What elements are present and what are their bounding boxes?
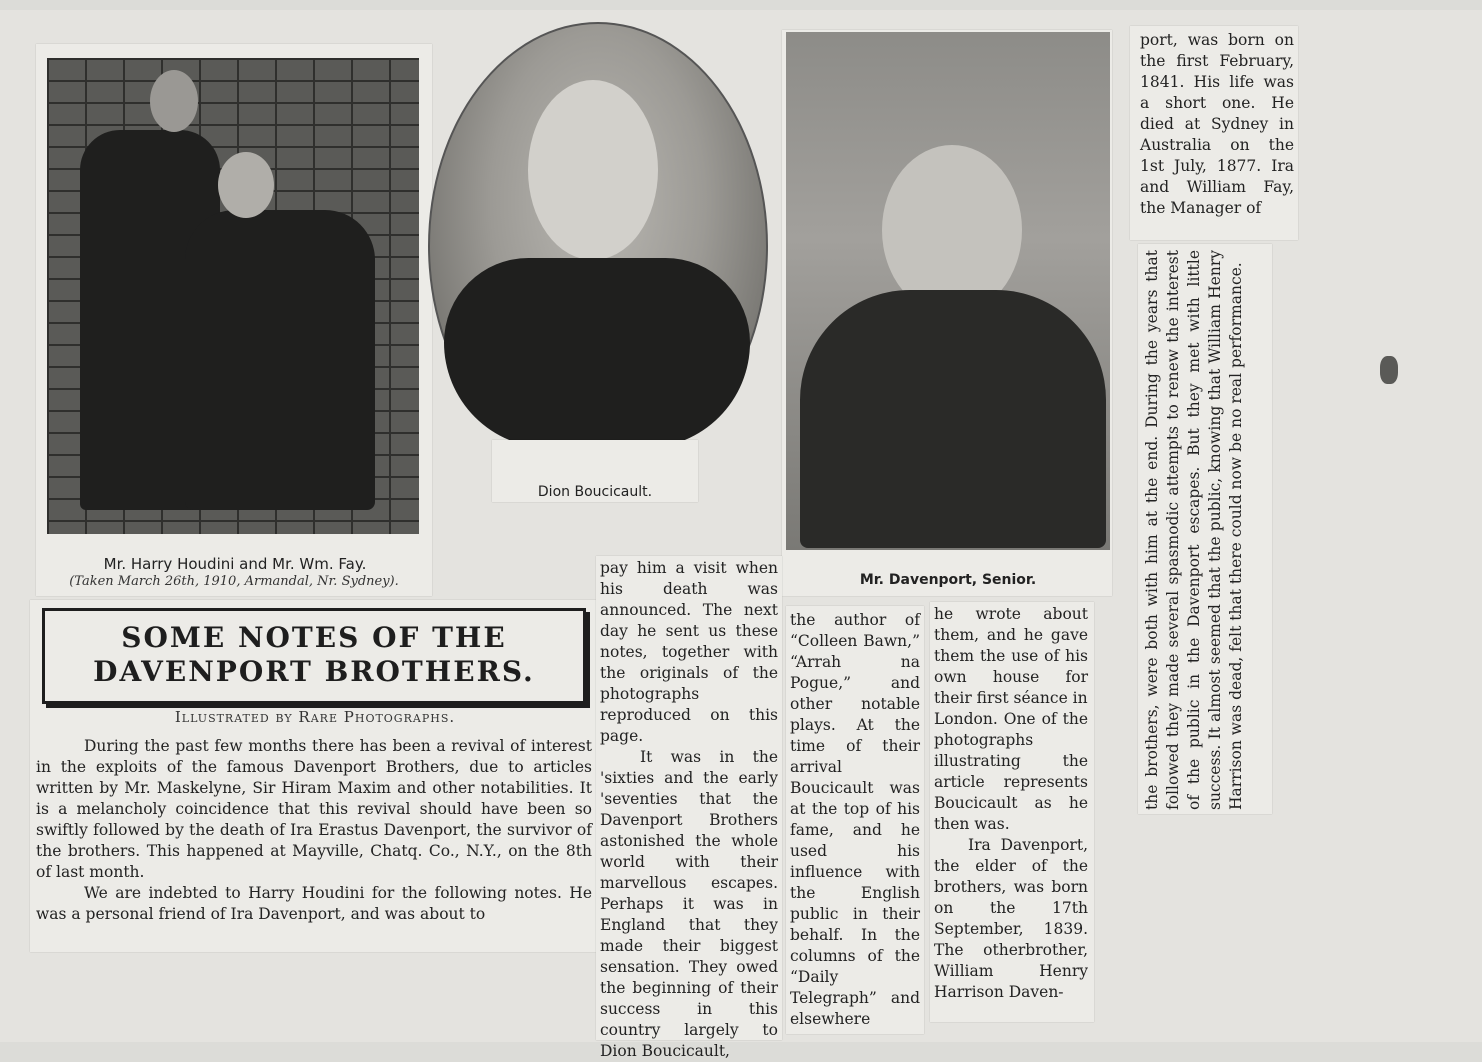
boucicault-caption: Dion Boucicault. [537,484,653,500]
col1-para1: During the past few months there has been a revival of interest in the exploits of the famous Davenport Brothers, due to articles written by Mr. Maskelyne, Sir Hiram Maxim and other notabilities. It is a melancholy coincidence that this revival should have been so swiftly followed by the death of Ira Erastus Davenport, the survivor of the brothers. This happened at Mayville, Chatq. Co., N.Y., on the 8th of last month. [36,737,592,881]
houdini-fay-subcaption: (Taken March 26th, 1910, Armandal, Nr. Sydney). [69,574,399,589]
article-vertical-column: the brothers, were both with him at the end. During the years that followed they made several spasmodic attempts to renew the interest of the public in the Davenport escapes. But they met with little success. It almost seemed that the public, knowing that William Henry Harrison was dead, felt that there could now be no real performance. [1143,250,1245,810]
col4-para2: Ira Davenport, the elder of the brothers, was born on the 17th September, 1839. The otherbrother, William Henry Harrison Daven- [934,836,1088,1001]
col2-para1: pay him a visit when his death was announced. The next day he sent us these notes, together with the originals of the photographs reproduced on this page. [600,559,778,745]
article-column-4 [934,604,1088,1022]
article-subtitle: Illustrated by Rare Photographs. [174,708,456,726]
stamp-mark [1380,356,1398,384]
houdini-fay-caption: Mr. Harry Houdini and Mr. Wm. Fay. [103,555,367,573]
fay-head [218,152,274,218]
article-column-5: port, was born on the first February, 1841. His life was a short one. He died at Sydney in Australia on the 1st July, 1877. Ira and William Fay, the Manager of [1140,31,1294,217]
article-column-3: the author of “Colleen Bawn,” “Arrah na Pogue,” and other notable plays. At the time of their arrival Boucicault was at the top of his fame, and he used his influence with the English public in their behalf. In the columns of the “Daily Telegraph” and elsewhere [790,611,920,1028]
fay-figure [185,210,375,510]
col1-para2: We are indebted to Harry Houdini for the following notes. He was a personal friend of Ira Davenport, and was about to [36,884,592,923]
davenport-senior-body [800,290,1106,548]
boucicault-head [528,80,658,260]
boucicault-body [444,258,750,448]
col2-para2: It was in the 'sixties and the early 'seventies that the Davenport Brothers astonished the whole world with their marvellous escapes. Perhaps it was in England that they made their biggest sensation. They owed the beginning of their success in this country largely to Dion Boucicault, [600,748,778,1060]
col4-top: he wrote about them, and he gave them the use of his own house for their first séance in [934,605,1088,707]
article-title-line2: DAVENPORT BROTHERS. [93,655,535,688]
article-title-box [42,608,586,704]
davenport-senior-caption: Mr. Davenport, Senior. [859,572,1037,588]
article-column-2 [600,558,778,1060]
col4-para1: London. One of the photographs illustrating the article represents Boucicault as he then was. [934,710,1088,833]
article-title-line1: SOME NOTES OF THE [121,621,507,654]
houdini-head [150,70,198,132]
article-column-1 [36,736,592,948]
